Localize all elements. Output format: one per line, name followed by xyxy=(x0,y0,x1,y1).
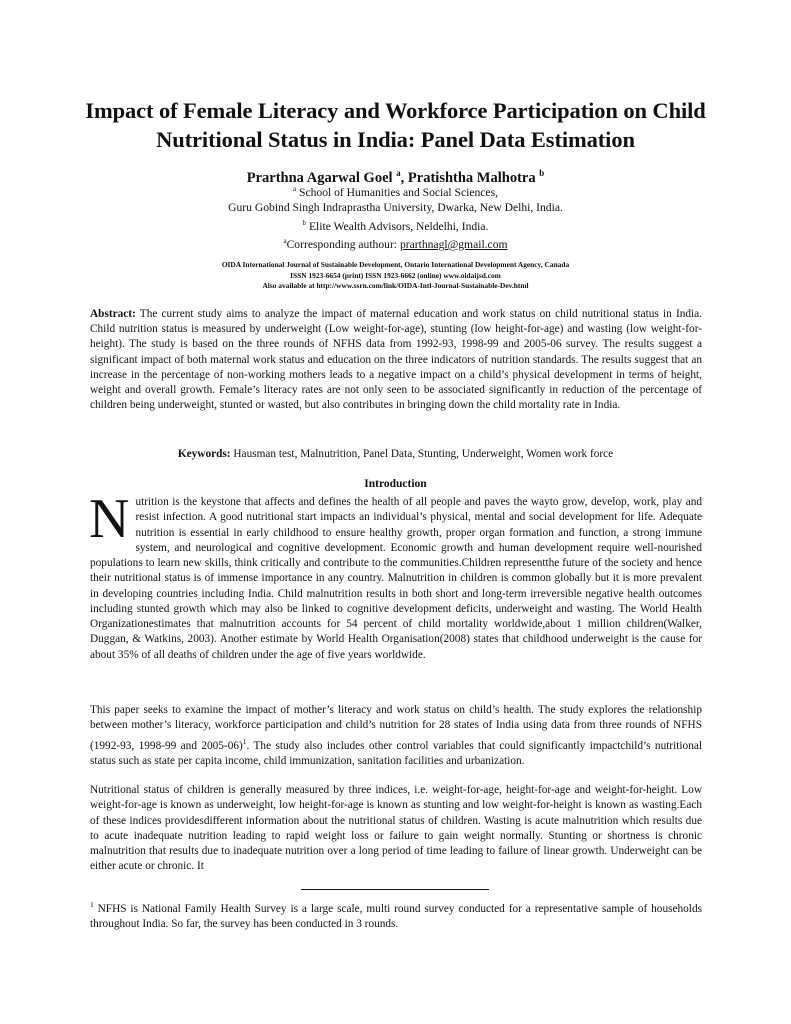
footnote-number: 1 xyxy=(90,900,94,909)
footnote-divider xyxy=(301,889,489,890)
corresponding-author xyxy=(0,234,791,252)
journal-info xyxy=(0,260,791,292)
footnote-text: NFHS is National Family Health Survey is a large scale, multi round survey conducted for a representative sample of households throughout India. So far, the survey has been conducted in 3 rounds. xyxy=(90,902,702,930)
email-link[interactable]: prarthnagl@gmail.com xyxy=(399,237,508,251)
journal-url: Also available at http://www.ssrn.com/link/OIDA-Intl-Journal-Sustainable-Dev.html xyxy=(262,281,529,291)
abstract-text: The current study aims to analyze the impact of maternal education and work status on child nutritional status in India. Child nutrition status is measured by underweight (Low weight-for-age), stunting (low height-for-age) and wasting (low weight-for-height). The study is based on the three rounds of NFHS data from 1992-93, 1998-99 and 2005-06 survey. The results suggest a significant impact of both maternal work status and education on the three indicators of nutrition standards. The results suggest that an increase in the percentage of non-working mothers leads to a negative impact on a child’s physical development in terms of height, weight and overall growth. Female’s literacy rates are not only seen to be associated significantly in reduction of the percentage of children being underweight, stunted or wasted, but also contributes in bringing down the child mortality rate in India. xyxy=(90,308,703,412)
drop-cap: N xyxy=(89,488,130,550)
keywords-label: Keywords: xyxy=(177,448,231,460)
affiliations xyxy=(0,182,791,252)
keywords xyxy=(0,448,791,460)
author-separator: , xyxy=(400,169,408,186)
abstract xyxy=(90,307,702,413)
affiliation-marker: a xyxy=(283,236,287,245)
section-heading: Introduction xyxy=(364,478,427,490)
affiliation-marker: a xyxy=(292,185,297,193)
affiliation-a xyxy=(0,182,791,200)
journal-line: OIDA International Journal of Sustainable Development, Ontario International Development Agency, Canada xyxy=(221,260,570,269)
footnote-marker[interactable]: 1 xyxy=(242,736,247,746)
journal-issn: ISSN 1923-6654 (print) ISSN 1923-6662 (online) www.oidaijsd.com xyxy=(290,270,501,280)
affiliation-marker: a xyxy=(396,168,401,178)
paragraph-text: . The study also includes other control variables that could significantly impactchild’s nutritional status such as state per capita income, child immunization, sanitation facilities and urbanization. xyxy=(90,739,702,767)
paragraph-text: utrition is the keystone that affects and defines the health of all people and paves the wayto grow, develop, work, play and resist infection. A good nutritional start impacts an individual’s physical, mental and social development for life. Adequate nutrition is essential in early childhood to ensure healthy growth, proper organ formation and function, a strong immune system, and neurological and cognitive development. Economic growth and human development require well-nourished populations to learn new skills, think critically and contribute to the communities.Children representthe future of the society and hence their nutritional status is of immense importance in any country. Malnutrition in children is common globally but it is more prevalent in developing countries including India. Child malnutrition results in both short and long-term irreversible negative health outcomes including stunted growth which may also be linked to cognitive development deficits, underweight and wasting. The World Health Organizationestimates that malnutrition accounts for 54 percent of child mortality worldwide,about 1 million children(Walker, Duggan, & Watkins, 2003). Another estimate by World Health Organisation(2008) states that childhood underweight is the cause for about 35% of all deaths of children under the age of five years worldwide. xyxy=(90,496,702,661)
affiliation-text: Elite Wealth Advisors, Neldelhi, India. xyxy=(308,219,489,233)
affiliation-a-cont: Guru Gobind Singh Indraprastha University, Dwarka, New Delhi, India. xyxy=(228,201,563,215)
author-name: Pratishtha Malhotra xyxy=(407,169,536,186)
intro-paragraph-1 xyxy=(89,488,702,663)
author-name: Prarthna Agarwal Goel xyxy=(246,169,393,186)
abstract-label: Abstract: xyxy=(90,308,136,320)
affiliation-text: School of Humanities and Social Sciences, xyxy=(299,185,498,199)
paragraph-text: This paper seeks to examine the impact of mother’s literacy and work status on child’s health. The study explores the relationship between mother’s literacy, workforce participation and child’s nutrition for 28 states of India using data from three rounds of NFHS (1992-93, 1998-99 and 2005-06) xyxy=(90,704,702,752)
footnote xyxy=(90,897,702,932)
affiliation-b xyxy=(0,216,791,234)
intro-paragraph-2 xyxy=(90,703,702,769)
keywords-text: Hausman test, Malnutrition, Panel Data, Stunting, Underweight, Women work force xyxy=(233,448,614,460)
intro-paragraph-3: Nutritional status of children is generally measured by three indices, i.e. weight-for-age, height-for-age and weight-for-height. Low weight-for-age is known as underweight, low height-for-age is known as stunting and low weight-for-height is known as wasting.Each of these indices providesdifferent information about the nutritional status of children. Wasting is acute malnutrition which results due to acute inadequate nutrition leading to rapid weight loss or failure to gain weight normally. Stunting or shortness is chronic malnutrition that results due to inadequate nutrition over a long period of time leading to failure of linear growth. Underweight can be either acute or chronic. It xyxy=(90,784,702,873)
corresponding-label: Corresponding authour: xyxy=(286,237,398,251)
paper-title: Impact of Female Literacy and Workforce Participation on Child Nutritional Status in India: Panel Data Estimation xyxy=(85,98,706,152)
affiliation-marker: b xyxy=(302,218,307,227)
affiliation-marker: b xyxy=(539,168,545,178)
